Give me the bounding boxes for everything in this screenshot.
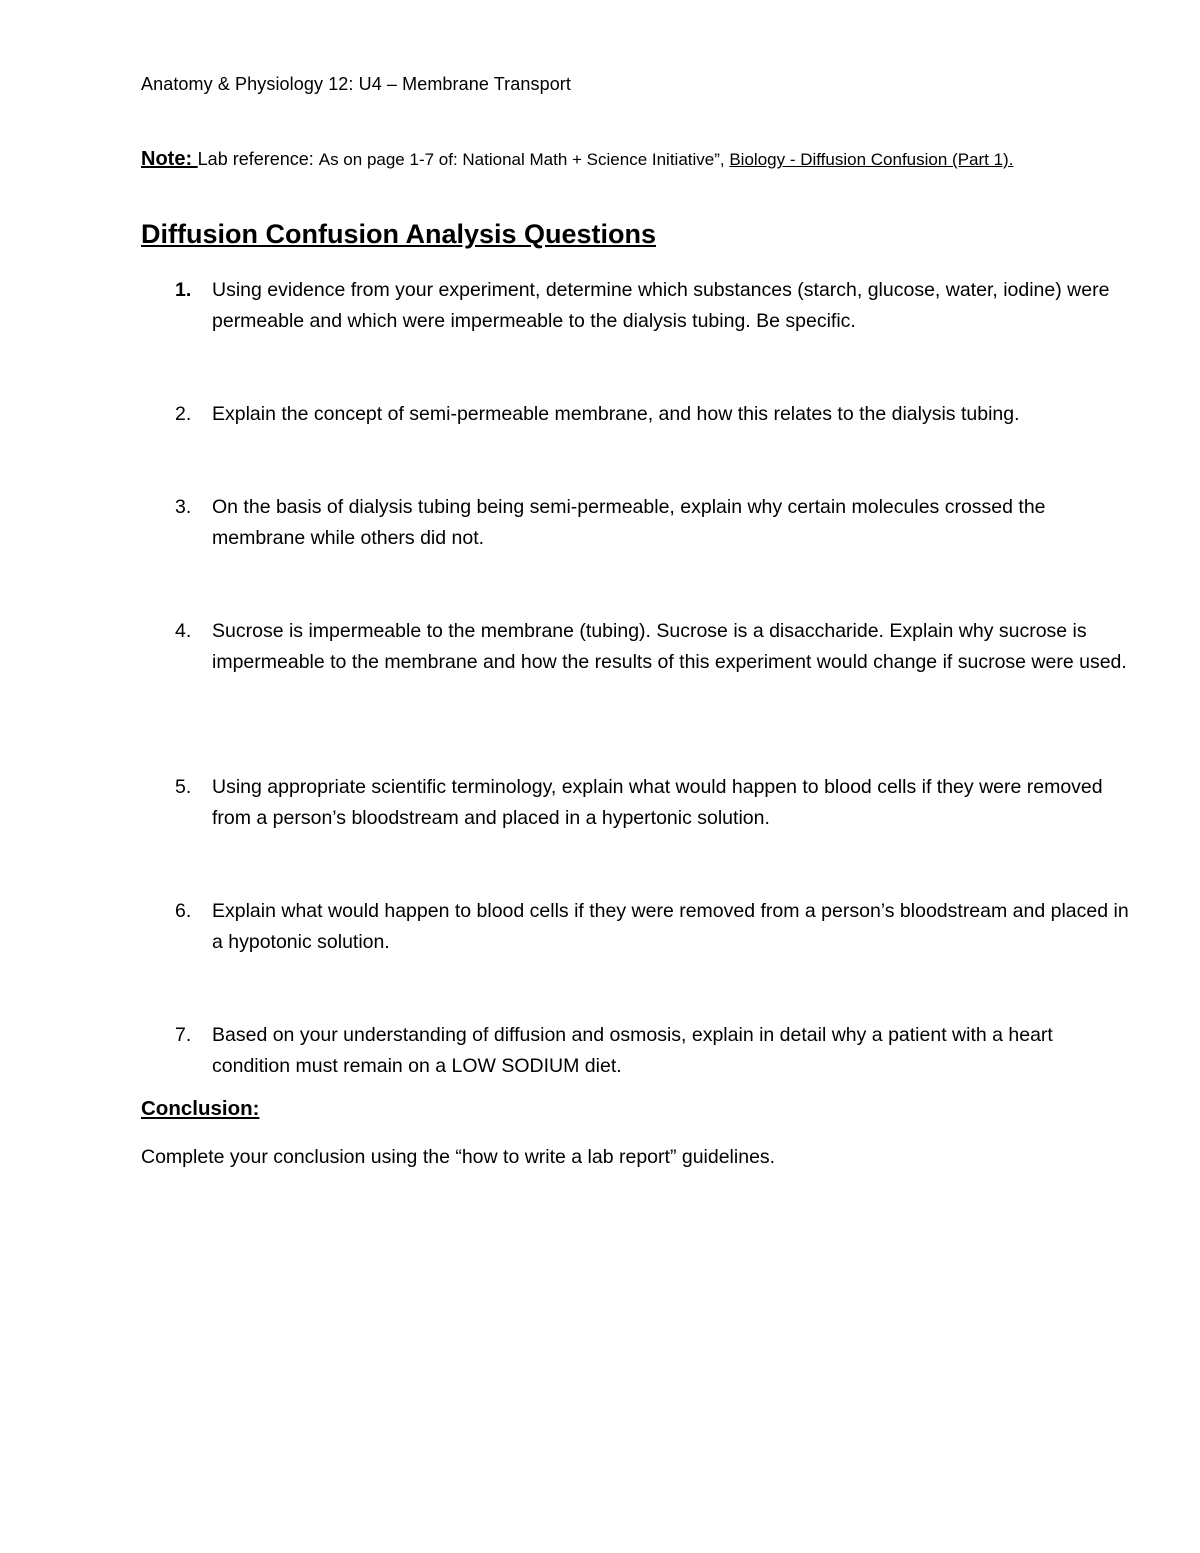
question-text: Explain what would happen to blood cells if they were removed from a person’s bloodstream and placed in a hypotonic solution. [212,900,1129,953]
question-item [141,275,1136,337]
question-number: 6. [175,900,192,922]
question-text: Based on your understanding of diffusion and osmosis, explain in detail why a patient with a heart condition must remain on a LOW SODIUM diet. [212,1024,1053,1077]
lab-reference-label: Lab reference: [197,149,319,169]
question-item [141,399,1136,430]
document-title: Diffusion Confusion Analysis Questions [141,219,657,249]
question-item [141,616,1136,678]
question-number: 5. [175,776,192,798]
question-text: Explain the concept of semi-permeable membrane, and how this relates to the dialysis tubing. [212,403,1020,425]
question-text: Using appropriate scientific terminology, explain what would happen to blood cells if they were removed from a person’s bloodstream and placed in a hypertonic solution. [212,776,1103,829]
question-text: Sucrose is impermeable to the membrane (tubing). Sucrose is a disaccharide. Explain why sucrose is impermeable to the membrane and how the results of this experiment would change if sucrose were used. [212,620,1127,673]
lab-reference-link[interactable]: Biology - Diffusion Confusion (Part 1). [729,150,1014,169]
conclusion-text: Complete your conclusion using the “how to write a lab report” guidelines. [141,1146,776,1168]
question-text: Using evidence from your experiment, determine which substances (starch, glucose, water, iodine) were permeable and which were impermeable to the dialysis tubing. Be specific. [212,279,1110,332]
lab-reference-source: As on page 1-7 of: National Math + Science Initiative”, [318,150,730,169]
question-number: 1. [175,279,192,301]
question-item [141,1020,1136,1082]
note-label: Note: [141,148,198,170]
question-item [141,772,1136,834]
page-header: Anatomy & Physiology 12: U4 – Membrane Transport [141,74,572,94]
conclusion-heading: Conclusion: [141,1097,260,1120]
question-item [141,896,1136,958]
question-number: 4. [175,620,192,642]
question-text: On the basis of dialysis tubing being semi-permeable, explain why certain molecules crossed the membrane while others did not. [212,496,1046,549]
lab-reference-note [141,145,1131,174]
question-number: 3. [175,496,192,518]
question-number: 7. [175,1024,192,1046]
question-number: 2. [175,403,192,425]
question-item [141,492,1136,554]
